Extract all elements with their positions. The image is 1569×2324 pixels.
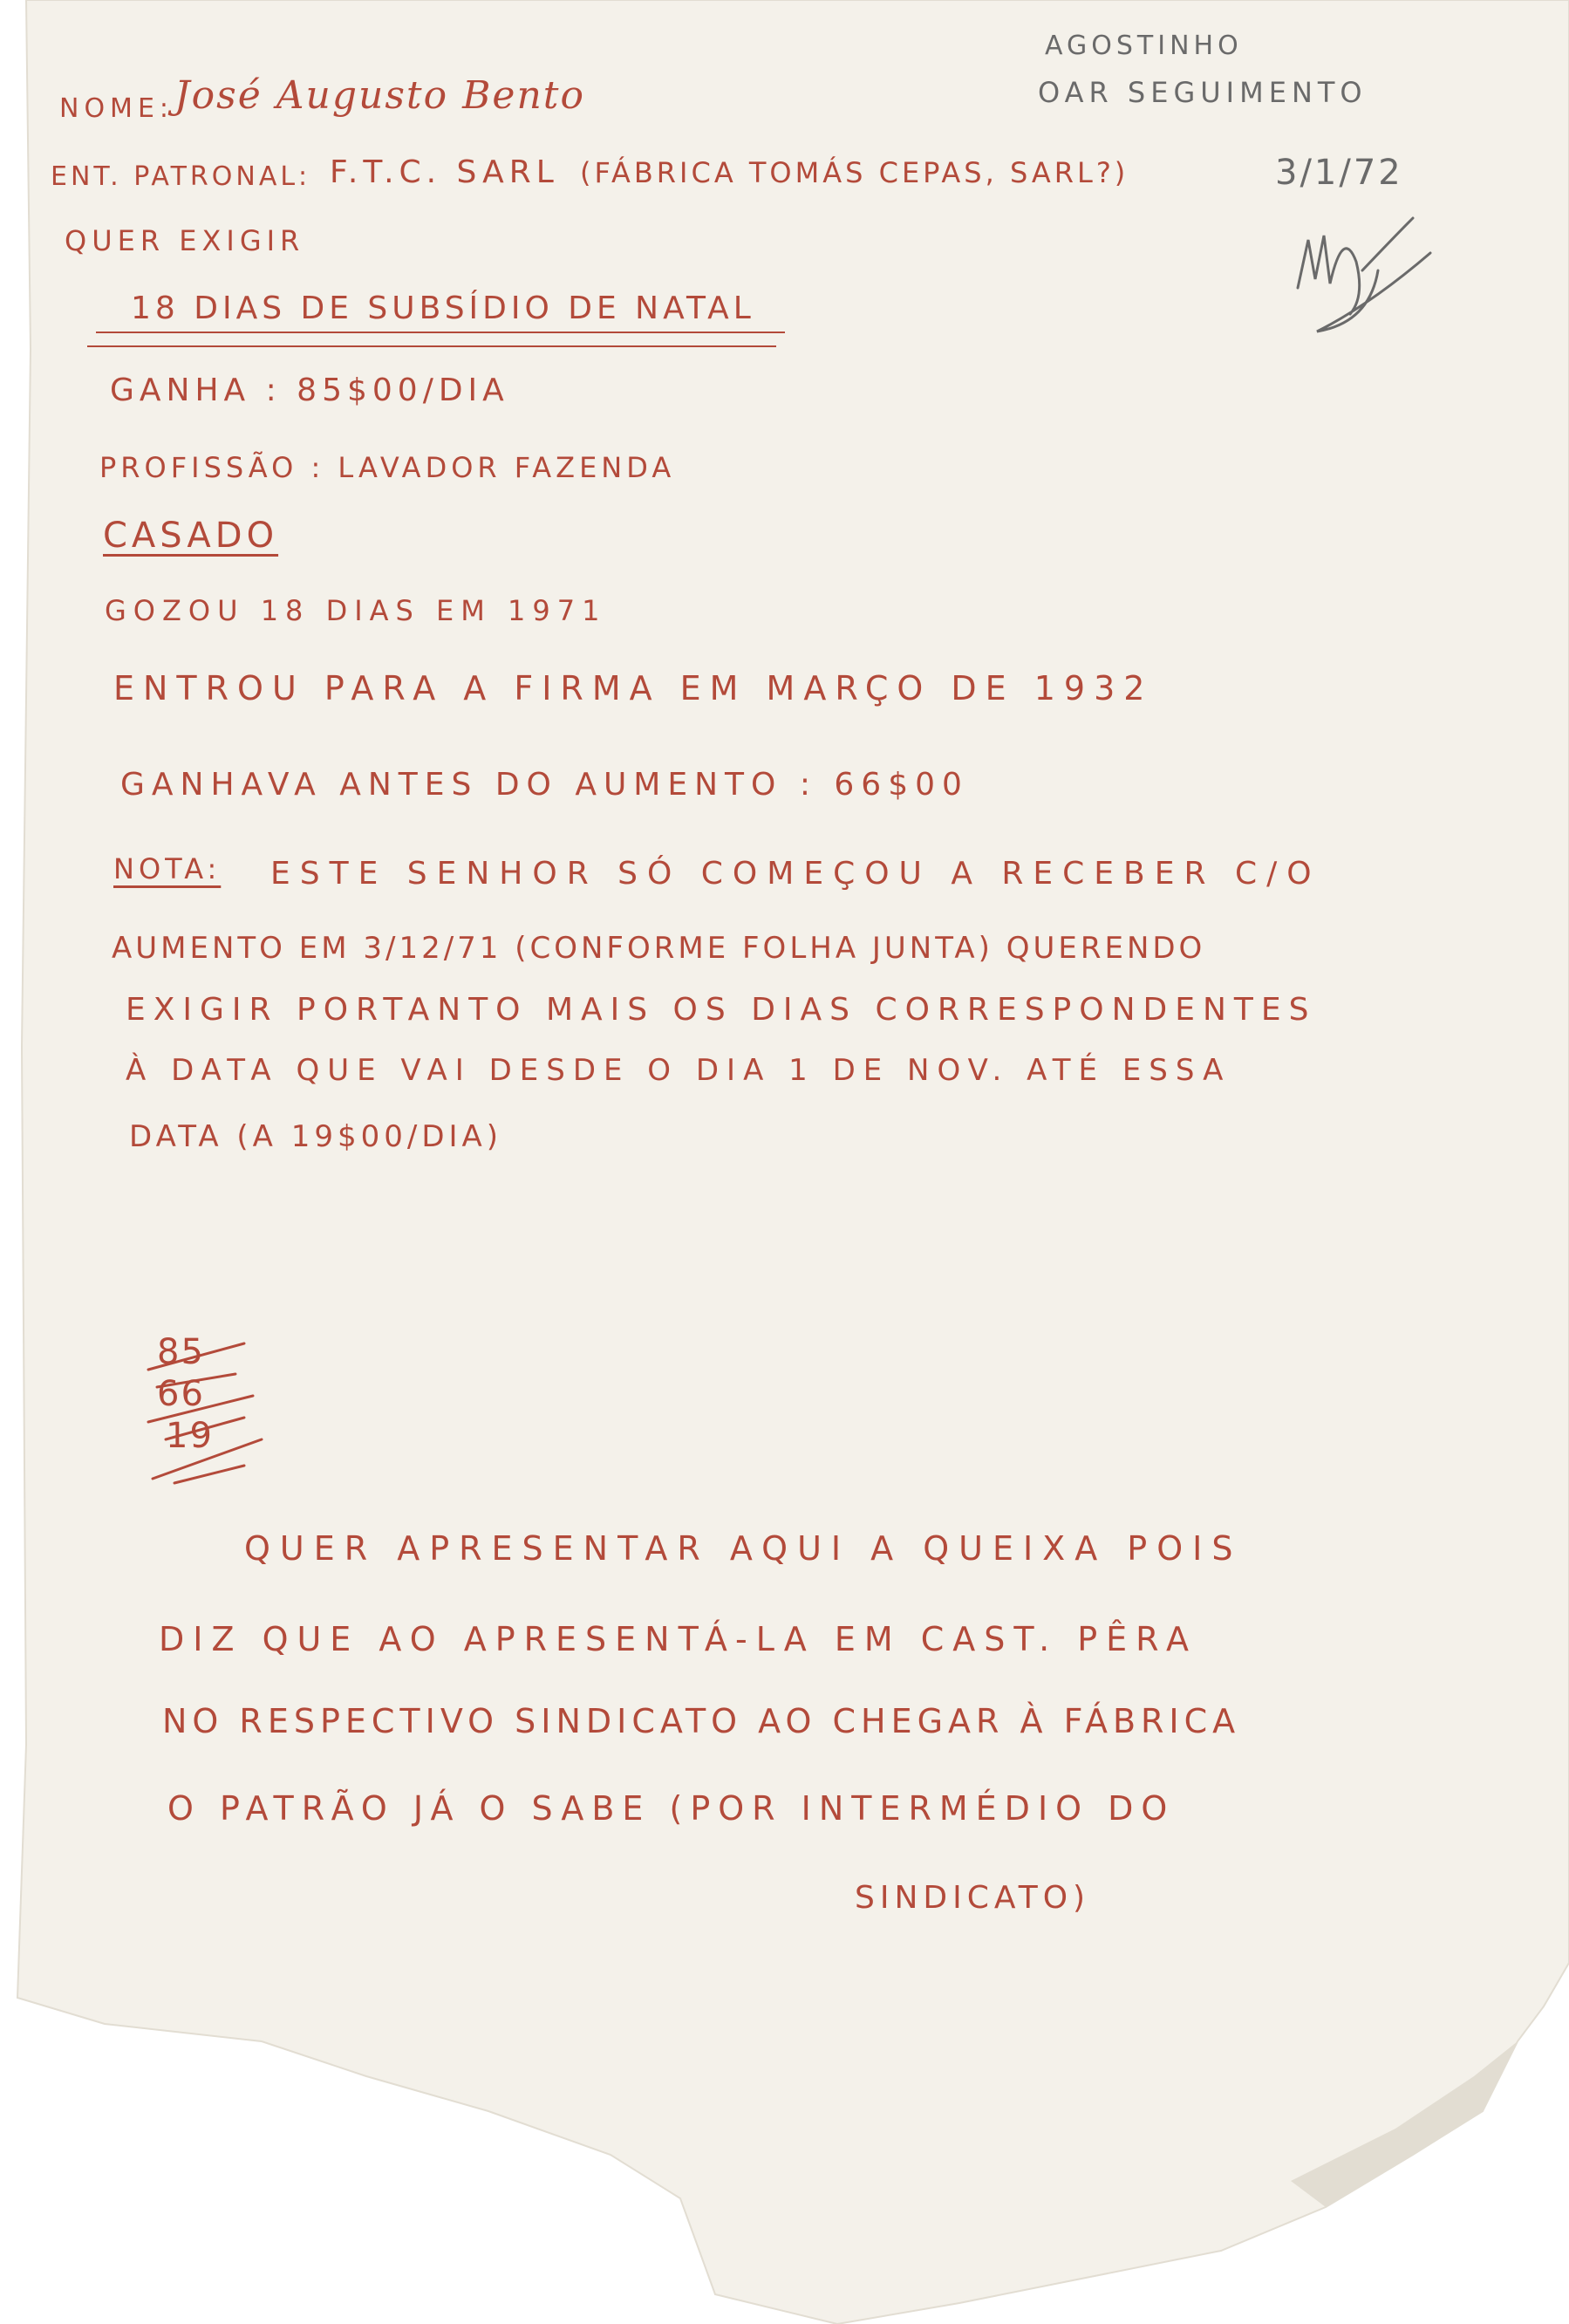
subsidio-underline-2: [87, 345, 776, 347]
entidade-label: ENT. PATRONAL:: [51, 161, 311, 192]
entidade-value: F.T.C. SARL: [330, 154, 559, 190]
date-note: 3/1/72: [1275, 153, 1403, 193]
nome-value: José Augusto Bento: [174, 73, 585, 118]
queixa-line-4: O PATRÃO JÁ O SABE (POR INTERMÉDIO DO: [167, 1789, 1176, 1828]
nota-label: NOTA:: [113, 852, 222, 885]
subsidio-underline-1: [96, 332, 785, 333]
scribble-strikes: [140, 1332, 270, 1492]
ganhava-line: GANHAVA ANTES DO AUMENTO : 66$00: [120, 767, 969, 803]
queixa-line-5: SINDICATO): [855, 1880, 1091, 1916]
entidade-note: (FÁBRICA TOMÁS CEPAS, SARL?): [580, 156, 1129, 189]
signature-mark: [1282, 201, 1448, 340]
signature-stroke-1: [1298, 218, 1430, 332]
scribble-number-1: 85: [157, 1332, 205, 1372]
header-note-line2: OAR SEGUIMENTO: [1038, 76, 1368, 109]
queixa-line-3: NO RESPECTIVO SINDICATO AO CHEGAR À FÁBRICA: [162, 1702, 1241, 1740]
subsidio-heading: 18 DIAS DE SUBSÍDIO DE NATAL: [131, 290, 755, 326]
estado-civil: CASADO: [103, 516, 279, 556]
profissao-line: PROFISSÃO : LAVADOR FAZENDA: [99, 451, 676, 484]
gozou-line: GOZOU 18 DIAS EM 1971: [105, 594, 607, 627]
quer-exigir: QUER EXIGIR: [65, 224, 305, 257]
scribble-number-2: 66: [157, 1374, 205, 1414]
scribble-number-3: 19: [166, 1416, 214, 1456]
queixa-line-2: DIZ QUE AO APRESENTÁ-LA EM CAST. PÊRA: [159, 1620, 1198, 1658]
nota-line-4: À DATA QUE VAI DESDE O DIA 1 DE NOV. ATÉ ESSA: [126, 1053, 1231, 1088]
nota-line-2: AUMENTO EM 3/12/71 (CONFORME FOLHA JUNTA) QUERENDO: [112, 931, 1206, 966]
nota-line-1: ESTE SENHOR SÓ COMEÇOU A RECEBER C/O: [270, 856, 1321, 892]
entrou-line: ENTROU PARA A FIRMA EM MARÇO DE 1932: [113, 669, 1154, 707]
scribble-strike-path: [148, 1343, 262, 1483]
scribbled-numbers: [140, 1332, 270, 1492]
header-note-line1: AGOSTINHO: [1045, 31, 1243, 61]
nota-line-5: DATA (A 19$00/DIA): [129, 1119, 503, 1154]
ganha-line: GANHA : 85$00/DIA: [110, 373, 509, 408]
paper-fill: [17, 0, 1569, 2324]
queixa-line-1: QUER APRESENTAR AQUI A QUEIXA POIS: [244, 1529, 1243, 1568]
nota-line-3: EXIGIR PORTANTO MAIS OS DIAS CORRESPONDENTES: [126, 992, 1317, 1028]
nome-label: NOME:: [59, 93, 174, 124]
